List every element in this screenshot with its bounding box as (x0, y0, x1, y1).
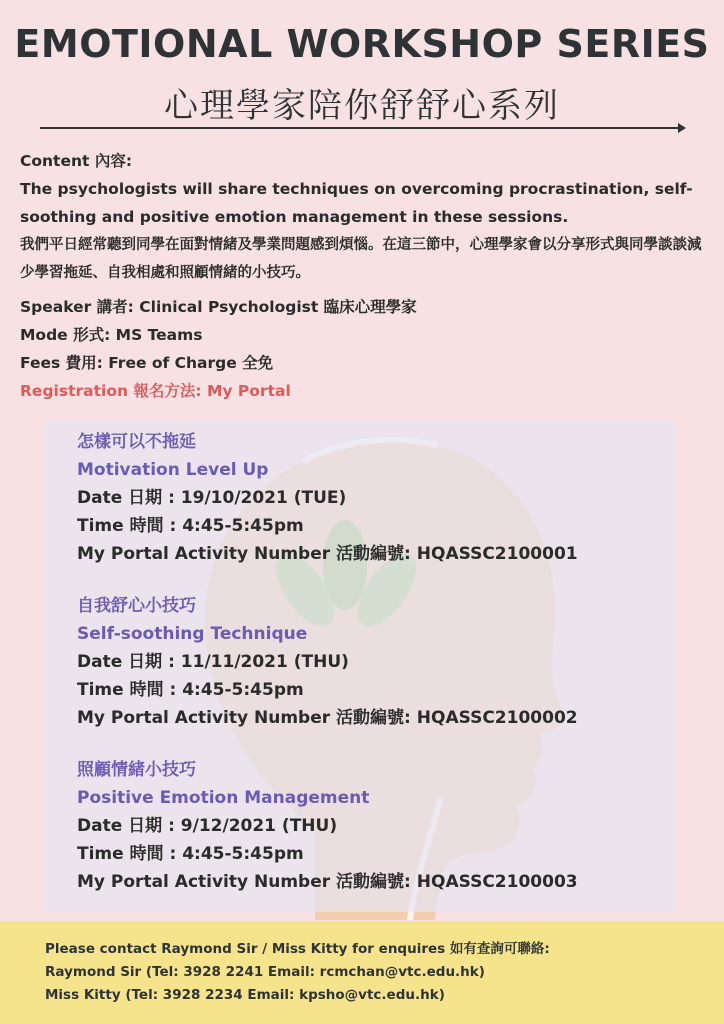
content-description-en: The psychologists will share techniques on overcoming procrastination, self-soothing and positive emotion management in these sessions. (20, 180, 693, 226)
session-time: Time 時間 : 4:45-5:45pm (77, 516, 304, 536)
registration-line: Registration 報名方法: My Portal (20, 382, 291, 400)
session-title-en: Self-soothing Technique (77, 624, 308, 644)
session-activity-number: My Portal Activity Number 活動編號: HQASSC2100001 (77, 544, 578, 564)
arrow-divider (40, 121, 686, 135)
session-card-3 (44, 748, 676, 912)
session-title-zh: 自我舒心小技巧 (77, 596, 196, 616)
content-section (20, 147, 710, 287)
session-title-zh: 照顧情緒小技巧 (77, 760, 196, 780)
session-date: Date 日期 : 19/10/2021 (TUE) (77, 488, 347, 508)
page-subtitle: 心理學家陪你舒舒心系列 (164, 86, 560, 126)
content-label: Content 內容: (20, 152, 133, 170)
session-title-zh: 怎樣可以不拖延 (77, 432, 196, 452)
speaker-line: Speaker 講者: Clinical Psychologist 臨床心理學家 (20, 298, 417, 316)
fees-line: Fees 費用: Free of Charge 全免 (20, 354, 274, 372)
session-date: Date 日期 : 9/12/2021 (THU) (77, 816, 338, 836)
session-date: Date 日期 : 11/11/2021 (THU) (77, 652, 349, 672)
session-time: Time 時間 : 4:45-5:45pm (77, 680, 304, 700)
session-time: Time 時間 : 4:45-5:45pm (77, 844, 304, 864)
session-card-1 (44, 420, 676, 584)
session-title-en: Positive Emotion Management (77, 788, 370, 808)
session-title-en: Motivation Level Up (77, 460, 269, 480)
contact-raymond: Raymond Sir (Tel: 3928 2241 Email: rcmchan@vtc.edu.hk) (45, 964, 485, 980)
session-activity-number: My Portal Activity Number 活動編號: HQASSC2100002 (77, 708, 578, 728)
session-card-2 (44, 584, 676, 748)
mode-line: Mode 形式: MS Teams (20, 326, 203, 344)
event-details (20, 293, 710, 405)
page-title: EMOTIONAL WORKSHOP SERIES (14, 22, 710, 66)
contact-footer (0, 921, 724, 1024)
content-description-zh: 我們平日經常聽到同學在面對情緒及學業問題感到煩惱。在這三節中，心理學家會以分享形式與同學談談減少學習拖延、自我相處和照顧情緒的小技巧。 (20, 237, 702, 281)
session-activity-number: My Portal Activity Number 活動編號: HQASSC2100003 (77, 872, 578, 892)
contact-intro: Please contact Raymond Sir / Miss Kitty for enquires 如有查詢可聯絡: (45, 941, 550, 957)
contact-kitty: Miss Kitty (Tel: 3928 2234 Email: kpsho@vtc.edu.hk) (45, 987, 445, 1003)
